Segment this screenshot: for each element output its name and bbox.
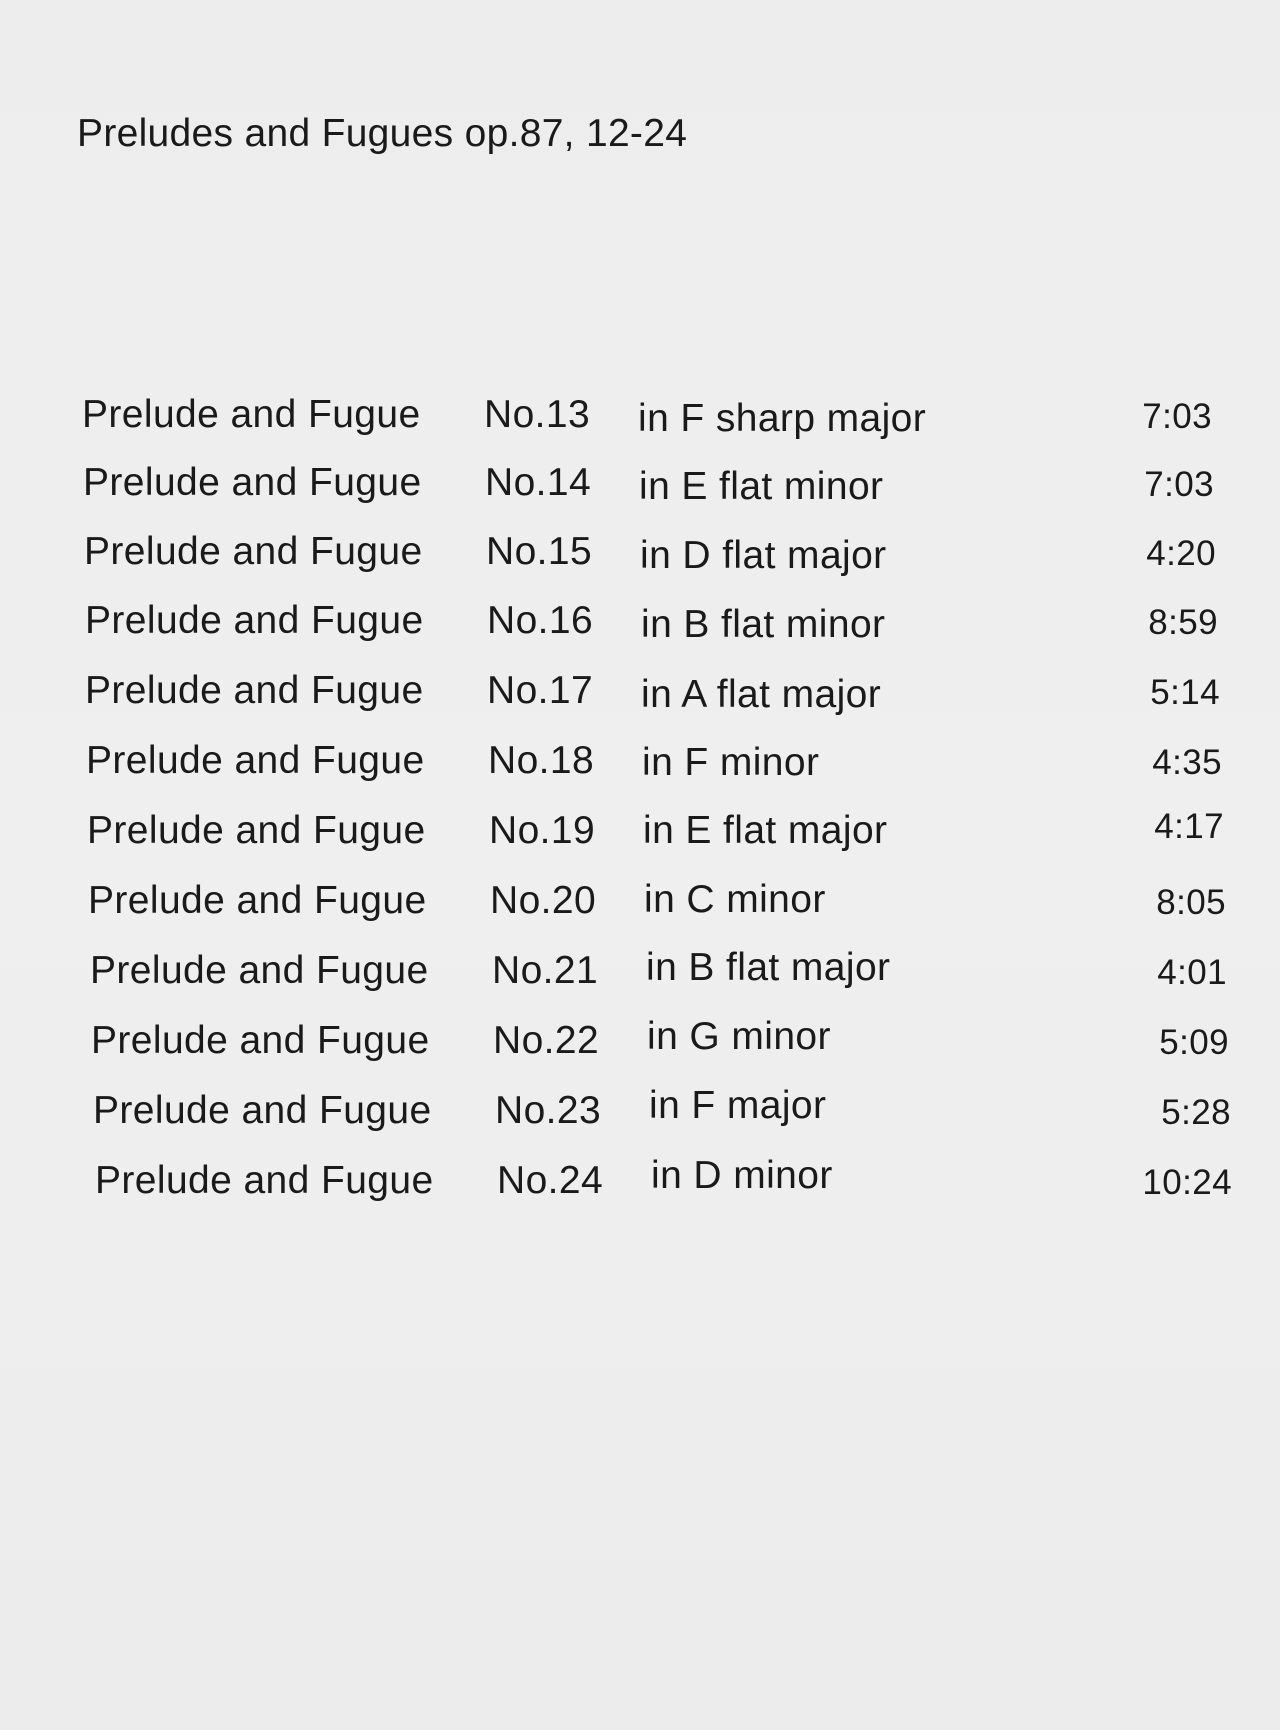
track-number: No.14 bbox=[485, 461, 592, 504]
track-name: Prelude and Fugue bbox=[85, 669, 424, 712]
track-key: in F minor bbox=[642, 741, 820, 784]
track-duration: 4:35 bbox=[1152, 743, 1222, 782]
track-duration: 5:09 bbox=[1159, 1023, 1229, 1062]
track-number: No.17 bbox=[487, 669, 594, 712]
track-key: in G minor bbox=[647, 1015, 831, 1058]
track-name: Prelude and Fugue bbox=[95, 1159, 434, 1202]
track-number: No.16 bbox=[487, 599, 594, 642]
track-key: in D minor bbox=[651, 1154, 833, 1197]
track-name: Prelude and Fugue bbox=[88, 879, 427, 922]
track-number: No.21 bbox=[492, 949, 599, 992]
track-number: No.23 bbox=[495, 1089, 602, 1132]
track-number: No.13 bbox=[484, 393, 591, 436]
track-duration: 4:17 bbox=[1154, 807, 1224, 846]
track-name: Prelude and Fugue bbox=[82, 393, 421, 436]
track-duration: 8:59 bbox=[1148, 603, 1218, 642]
track-name: Prelude and Fugue bbox=[87, 809, 426, 852]
track-name: Prelude and Fugue bbox=[93, 1089, 432, 1132]
track-key: in E flat minor bbox=[639, 465, 884, 508]
track-duration: 4:20 bbox=[1146, 534, 1216, 573]
track-name: Prelude and Fugue bbox=[90, 949, 429, 992]
track-key: in D flat major bbox=[640, 534, 887, 577]
track-name: Prelude and Fugue bbox=[83, 461, 422, 504]
track-key: in B flat minor bbox=[641, 603, 886, 646]
track-key: in E flat major bbox=[643, 809, 888, 852]
track-key: in F major bbox=[649, 1084, 827, 1127]
track-name: Prelude and Fugue bbox=[86, 739, 425, 782]
track-duration: 5:28 bbox=[1161, 1093, 1231, 1132]
track-duration: 7:03 bbox=[1142, 397, 1212, 436]
track-duration: 5:14 bbox=[1150, 673, 1220, 712]
track-name: Prelude and Fugue bbox=[84, 530, 423, 573]
track-number: No.15 bbox=[486, 530, 593, 573]
track-number: No.20 bbox=[490, 879, 597, 922]
page-title: Preludes and Fugues op.87, 12-24 bbox=[77, 112, 688, 155]
track-name: Prelude and Fugue bbox=[91, 1019, 430, 1062]
track-key: in B flat major bbox=[646, 946, 891, 989]
track-number: No.19 bbox=[489, 809, 596, 852]
track-name: Prelude and Fugue bbox=[85, 599, 424, 642]
track-number: No.24 bbox=[497, 1159, 604, 1202]
track-duration: 7:03 bbox=[1144, 465, 1214, 504]
track-number: No.18 bbox=[488, 739, 595, 782]
track-key: in F sharp major bbox=[638, 397, 927, 440]
track-key: in C minor bbox=[644, 878, 826, 921]
track-duration: 4:01 bbox=[1157, 953, 1227, 992]
track-duration: 8:05 bbox=[1156, 883, 1226, 922]
track-duration: 10:24 bbox=[1142, 1163, 1232, 1202]
track-key: in A flat major bbox=[641, 673, 882, 716]
track-number: No.22 bbox=[493, 1019, 600, 1062]
